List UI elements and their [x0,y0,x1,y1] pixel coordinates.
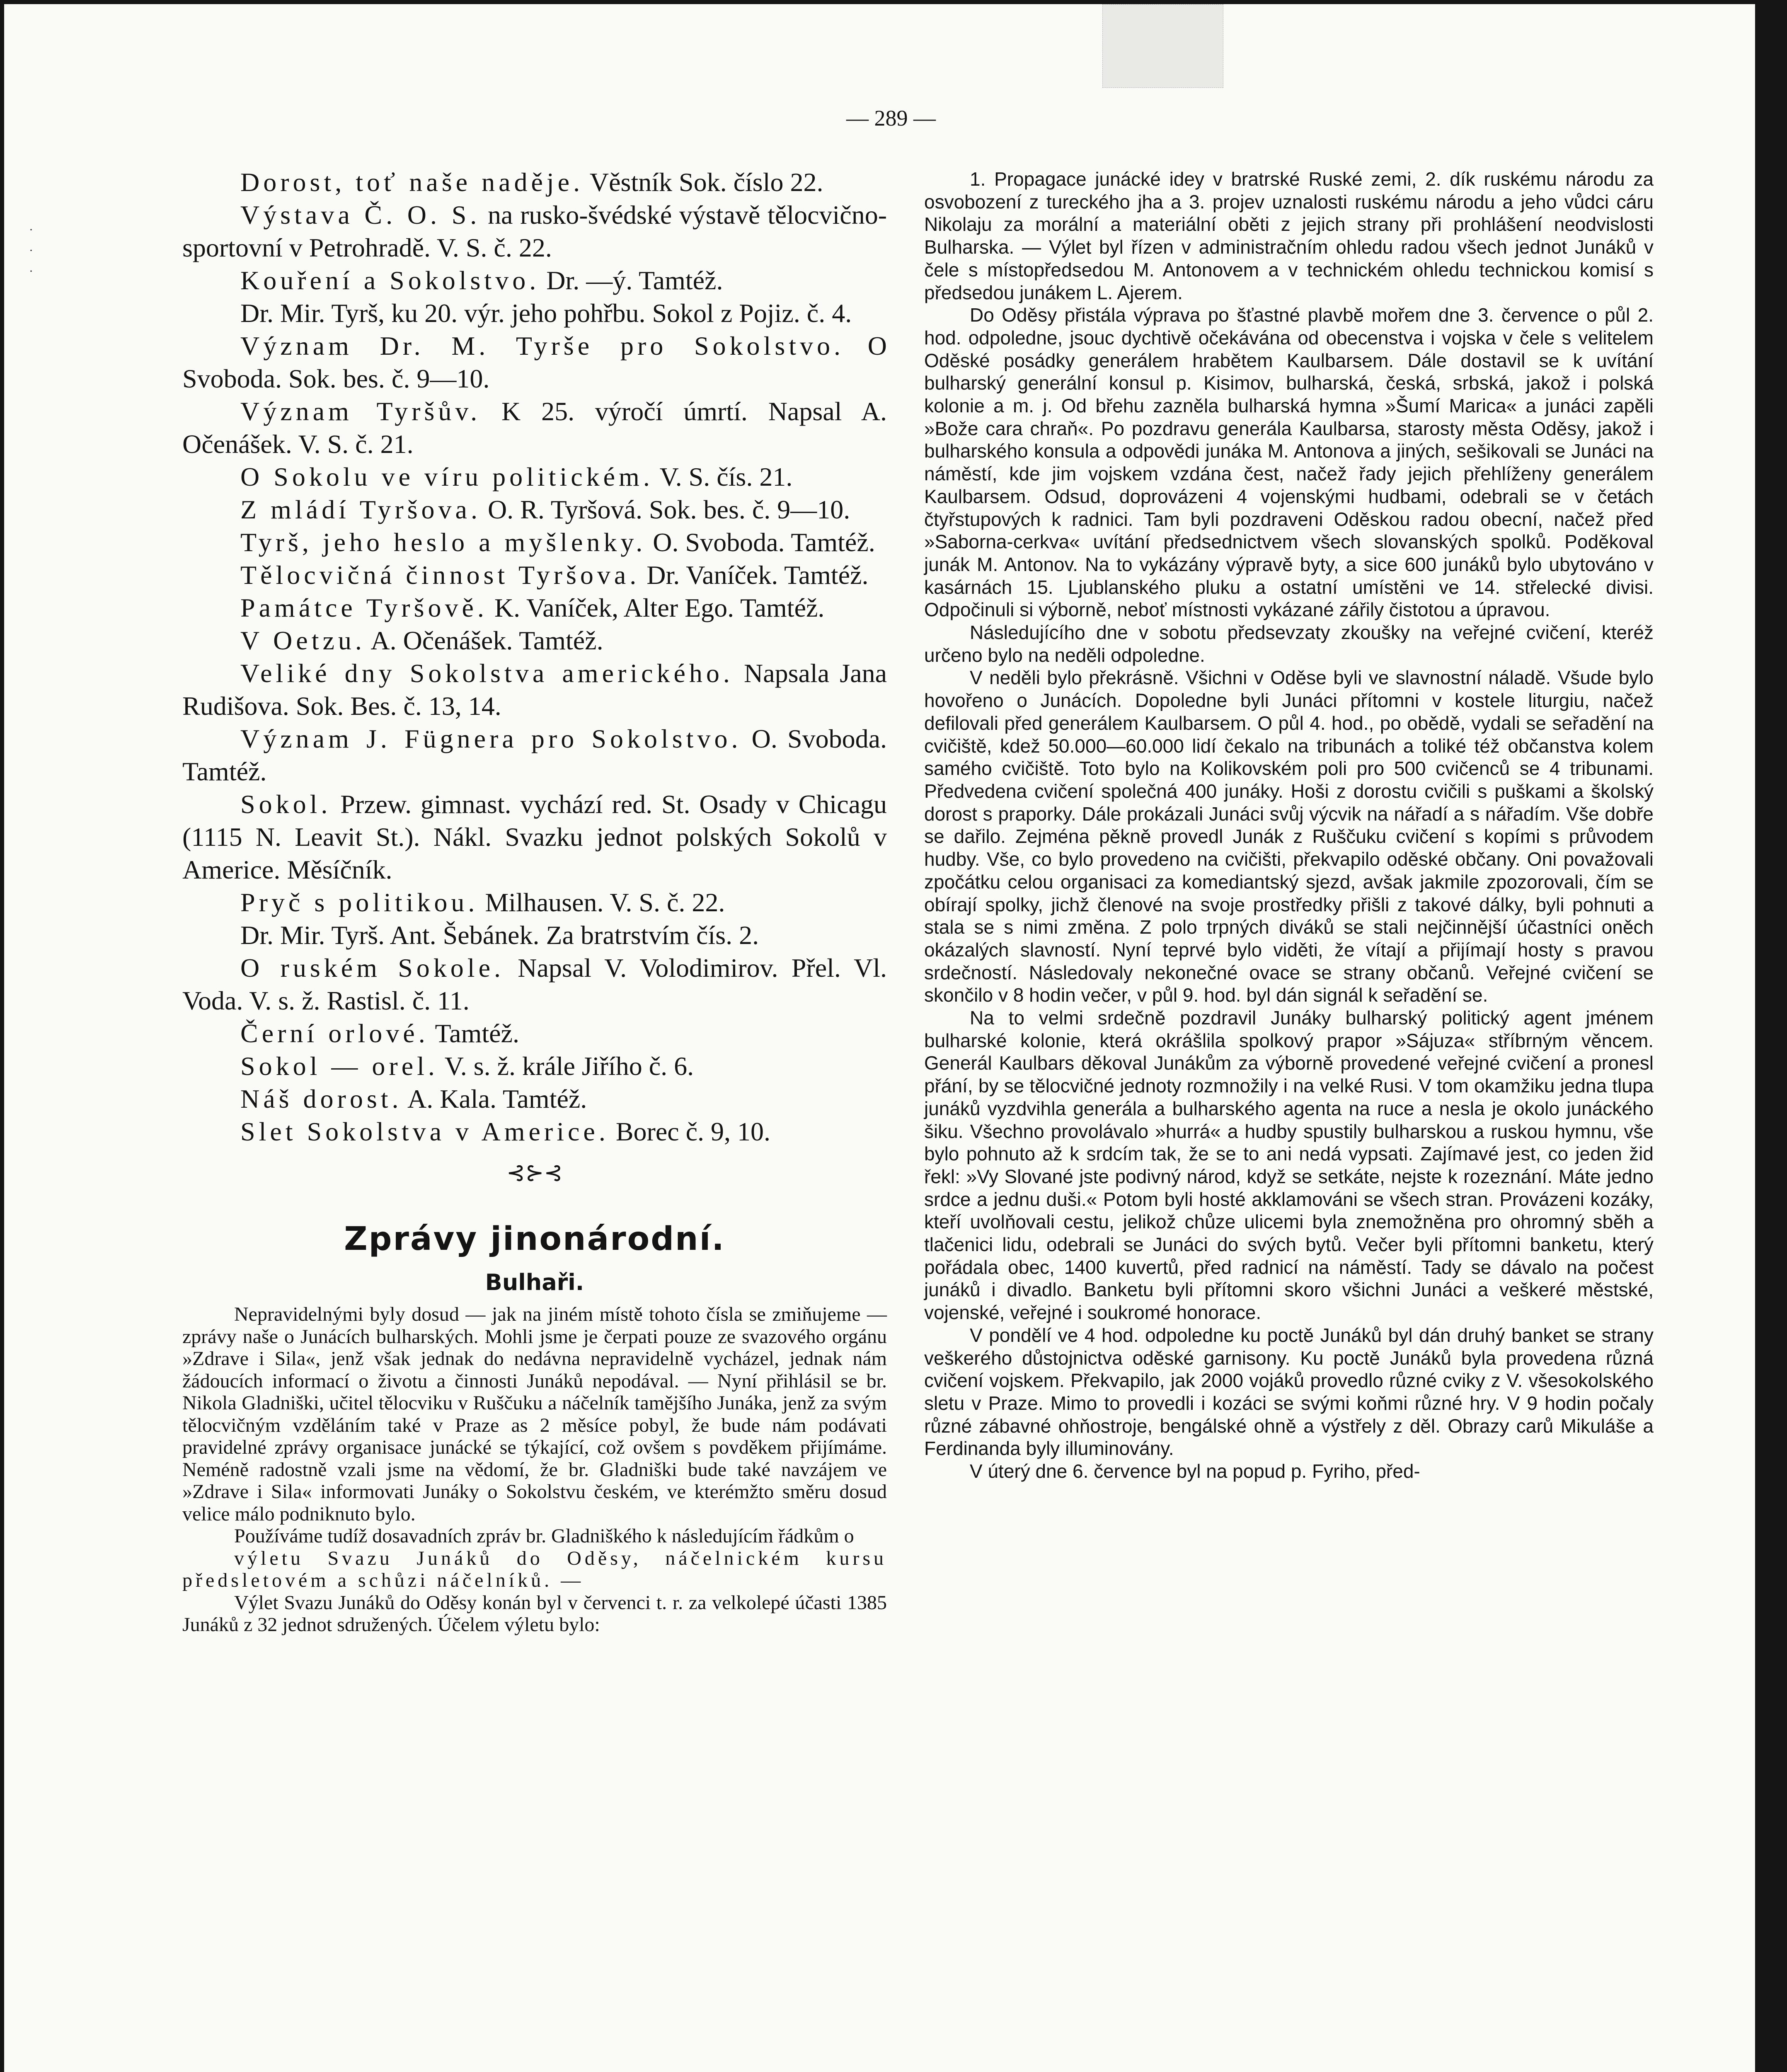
scan-border-top [0,0,1787,4]
bibliography-entry: Tyrš, jeho heslo a myšlenky. O. Svoboda. Tamtéž. [240,528,875,557]
article-paragraph: Používáme tudíž dosavadních zpráv br. Gladniškého k následujícím řádkům o [234,1525,854,1547]
ornament-divider: ⊰⊱⊰ [506,1160,563,1185]
bibliography-entry: Sokol — orel. V. s. ž. krále Jiřího č. 6. [240,1051,694,1081]
bibliography-entry: Z mládí Tyršova. O. R. Tyršová. Sok. bes. č. 9—10. [240,495,850,524]
margin-marks: · · · [29,223,33,278]
bibliography-entry: Význam J. Fügnera pro Sokolstvo. O. Svoboda. Tamtéž. [182,724,887,786]
paper-tape-mark [1102,4,1223,88]
article-paragraph: V neděli bylo překrásně. Všichni v Oděse byli ve slavnostní náladě. Všude bylo hovořeno o Junácích. Dopoledne byli Junáci přítomni v kostele liturgiu, načež defilovali před generálem Kaulbarsem. O půl 4. hod., po obědě, vydali se seřadění na cvičiště, kdež 50.000—60.000 lidí čekalo na tribunách a toliké též občanstva kolem samého cvičiště. Toto bylo na Kolikovském poli pro 500 cvičenců se 4 tribunami. Předvedena cvičení společná 400 junáky. Hoši z dorostu cvičili s puškami a školský dorost s praporky. Dále prokázali Junáci svůj výcvik na nářadí a s nářadím. Vše dobře se dařilo. Zejména pěkně provedl Junák z Ruščuku cvičení s kopími s průvodem hudby. Vše, co bylo provedeno na cvičišti, překvapilo oděské občany. Oni považovali zpočátku celou organisaci za komediantský sjezd, avšak jakmile zpozorovali, čím se obírají spolky, jichž členové na svoje prostředky přišli z takové dálky, byli pohnuti a stala se s nimi změna. Z polo trpných diváků se stali nejčinnější účastníci oněch okázalých slavností. Nyní teprvé bylo viděti, že vítají a přijímají hosty s pravou srdečností. Následovaly nekonečné ovace se strany občanů. Veřejné cvičení se skončilo v 8 hodin večer, v půl 9. hod. byl dán signál k seřadění se. [924,667,1654,1006]
bibliography-entry: Veliké dny Sokolstva amerického. Napsala Jana Rudišova. Sok. Bes. č. 13, 14. [182,658,887,721]
page-number: — 289 — [846,106,936,131]
bibliography-entry: Význam Dr. M. Tyrše pro Sokolstvo. O Svoboda. Sok. bes. č. 9—10. [182,331,887,393]
section-title: Zprávy jinonárodní. [344,1220,725,1258]
bibliography-entry: Výstava Č. O. S. na rusko-švédské výstavě tělocvično-sportovní v Petrohradě. V. S. č. 22. [182,200,887,262]
bibliography-entry: Slet Sokolstva v Americe. Borec č. 9, 10. [240,1117,771,1146]
bibliography-entry: Význam Tyršův. K 25. výročí úmrtí. Napsal A. Očenášek. V. S. č. 21. [182,397,887,459]
bibliography-entry: Kouření a Sokolstvo. Dr. —ý. Tamtéž. [240,266,723,295]
article-paragraph: 1. Propagace junácké idey v bratrské Ruské zemi, 2. dík ruskému národu za osvobození z tureckého jha a 3. projev uznalosti ruskému národu a jeho vůdci cáru Nikolaju za morální a materiální oběti z jejich strany při prohlášení neodvislosti Bulharska. — Výlet byl řízen v administračním ohledu radou všech jednot Junáků v čele s místopředsedou M. Antonovem a v technickém ohledu technickou komisí s předsedou junákem L. Ajerem. [924,168,1654,303]
article-paragraph: Výlet Svazu Junáků do Oděsy konán byl v červenci t. r. za velkolepé účasti 1385 Junáků z 32 jednot sdružených. Účelem výletu bylo: [182,1591,887,1636]
article-paragraph: výletu Svazu Junáků do Oděsy, náčelnickém kursu předsletovém a schůzi náčelníků. — [182,1547,887,1591]
bibliography-entry: Černí orlové. Tamtéž. [240,1019,519,1048]
bibliography-entry: Tělocvičná činnost Tyršova. Dr. Vaníček. Tamtéž. [240,560,869,590]
article-paragraph: Nepravidelnými byly dosud — jak na jiném místě tohoto čísla se zmiňujeme — zprávy naše o Junácích bulharských. Mohli jsme je čerpati pouze ze svazového orgánu »Zdrave i Sila«, jenž však jednak do nedávna nepravidelně vycházel, jednak nám žádoucích informací o životu a činnosti Junáků nepodával. — Nyní přihlásil se br. Nikola Gladniški, učitel tělocviku v Ruščuku a náčelník tamějšího Junáka, jenž za svým tělocvičným vzděláním také v Praze as 2 měsíce pobyl, že bude nám podávati pravidelné zprávy organisace junácké se týkající, což ovšem s povděkem přijímáme. Neméně radostně vzali jsme na vědomí, že br. Gladniški bude také navzájem ve »Zdrave i Sila« informovati Junáky o Sokolstvu českém, ve kterémžto směru dosud velice málo podniknuto bylo. [182,1303,887,1525]
bibliography-list [182,166,887,1148]
bibliography-entry: Památce Tyršově. K. Vaníček, Alter Ego. Tamtéž. [240,593,825,622]
scan-border-right [1755,0,1787,2072]
article-paragraph: Na to velmi srdečně pozdravil Junáky bulharský politický agent jménem bulharské kolonie, která okrášlila spolkový prapor »Sájuza« stříbrným věncem. Generál Kaulbars děkoval Junákům za výborně provedené veřejné cvičení a pronesl přání, by se tělocvičné jednoty rozmnožily i na velké Rusi. V tom okamžiku jedna tlupa junáků vyzdvihla generála a bulharského agenta na ruce a nesla je okolo junáckého šiku. Všechno provolávalo »hurrá« a hudby spustily bulharskou a ruskou hymnu, vše bylo pohnuto až k srdcím tak, že se to ani nedá vypsati. Zajímavé jest, co jeden žid řekl: »Vy Slované jste podivný národ, když se setkáte, nejste k rozeznání. Máte jedno srdce a jednu duši.« Potom byli hosté akklamováni se všech stran. Provázeni kozáky, kteří uvolňovali cestu, jelikož chůze ulicemi byla znemožněna pro ohromný sběh a tlačenici lidu, odebrali se Junáci do svých bytů. Večer byli přítomni banketu, který pořádala obec, 1400 kuvertů, před radnicí na náměstí. Tady se dávalo na počest junáků i divadlo. Banketu byli přítomni skoro všichni Junáci a veškeré městské, vojenské, veřejné i soukromé honorace. [924,1007,1654,1324]
bibliography-entry: Náš dorost. A. Kala. Tamtéž. [240,1084,587,1113]
bibliography-entry: V Oetzu. A. Očenášek. Tamtéž. [240,626,603,655]
scan-border-left [0,0,4,2072]
bibliography-entry: Dorost, toť naše naděje. Věstník Sok. číslo 22. [240,167,823,197]
bibliography-entry: Dr. Mir. Tyrš. Ant. Šebánek. Za bratrstvím čís. 2. [240,920,759,950]
bibliography-entry: O Sokolu ve víru politickém. V. S. čís. 21. [240,462,793,491]
article-paragraph: V úterý dne 6. července byl na popud p. Fyriho, před- [970,1460,1420,1482]
article-paragraph: Následujícího dne v sobotu předsevzaty zkoušky na veřejné cvičení, kteréž určeno bylo na neděli odpoledne. [924,622,1654,666]
subsection-title: Bulhaři. [485,1269,584,1295]
bibliography-entry: O ruském Sokole. Napsal V. Volodimirov. Přel. Vl. Voda. V. s. ž. Rastisl. č. 11. [182,953,887,1015]
right-column [924,168,1654,2072]
bibliography-entry: Dr. Mir. Tyrš, ku 20. výr. jeho pohřbu. Sokol z Pojiz. č. 4. [240,298,852,328]
bibliography-entry: Pryč s politikou. Milhausen. V. S. č. 22. [240,888,725,917]
article-paragraph: V pondělí ve 4 hod. odpoledne ku poctě Junáků byl dán druhý banket se strany veškerého důstojnictva oděské garnisony. Ku poctě Junáků byla provedena různá cvičení vojskem. Překvapilo, jak 2000 vojáků provedlo různé cviky z V. všesokolského sletu v Praze. Mimo to provedli i kozáci se svými koňmi různé hry. V 9 hodin počaly různé zábavné ohňostroje, bengálské ohně a výstřely z děl. Obrazy carů Mikuláše a Ferdinanda byly illuminovány. [924,1324,1654,1460]
article-paragraph: Do Oděsy přistála výprava po šťastné plavbě mořem dne 3. července o půl 2. hod. odpoledne, jsouc dychtivě očekávána od obecenstva i vojska v čele s velitelem Oděské posádky generálem hrabětem Kaulbarsem. Dále dostavil se k uvítání bulharský generální konsul p. Kisimov, bulharská, česká, srbská, jakož i polská kolonie a m. j. Od břehu zazněla bulharská hymna »Šumí Marica« a junáci zapěli »Bože cara chraň«. Po pozdravu generála Kaulbarsa, starosty města Oděsy, jakož i bulharského konsula a odpovědi junáka M. Antonova a jiných, sešikovali se Junáci na náměstí, kde jim vojskem vzdána čest, načež řady jejich přehlíženy generálem Kaulbarsem. Odsud, doprovázeni 4 vojenskými hudbami, odebrali se v četách čtyřstupových k radnici. Tam byli pozdraveni Oděskou radou obecní, načež před »Saborna-cerkva« uvítání předsednictvem všech slovanských spolků. Poděkoval junák M. Antonov. Na to vykázány výpravě byty, a sice 600 junáků bylo ubytováno v kasárnách 15. Ljublanského pluku a ostatní umístěni ve 14. střelecké divisi. Odpočinuli si výborně, neboť místnosti vykázané zářily čistotou a úpravou. [924,304,1654,621]
bibliography-entry: Sokol. Przew. gimnast. vychází red. St. Osady v Chicagu (1115 N. Leavit St.). Nákl. Svazku jednot polských Sokolů v Americe. Měsíčník. [182,789,887,884]
left-column [182,166,887,2072]
